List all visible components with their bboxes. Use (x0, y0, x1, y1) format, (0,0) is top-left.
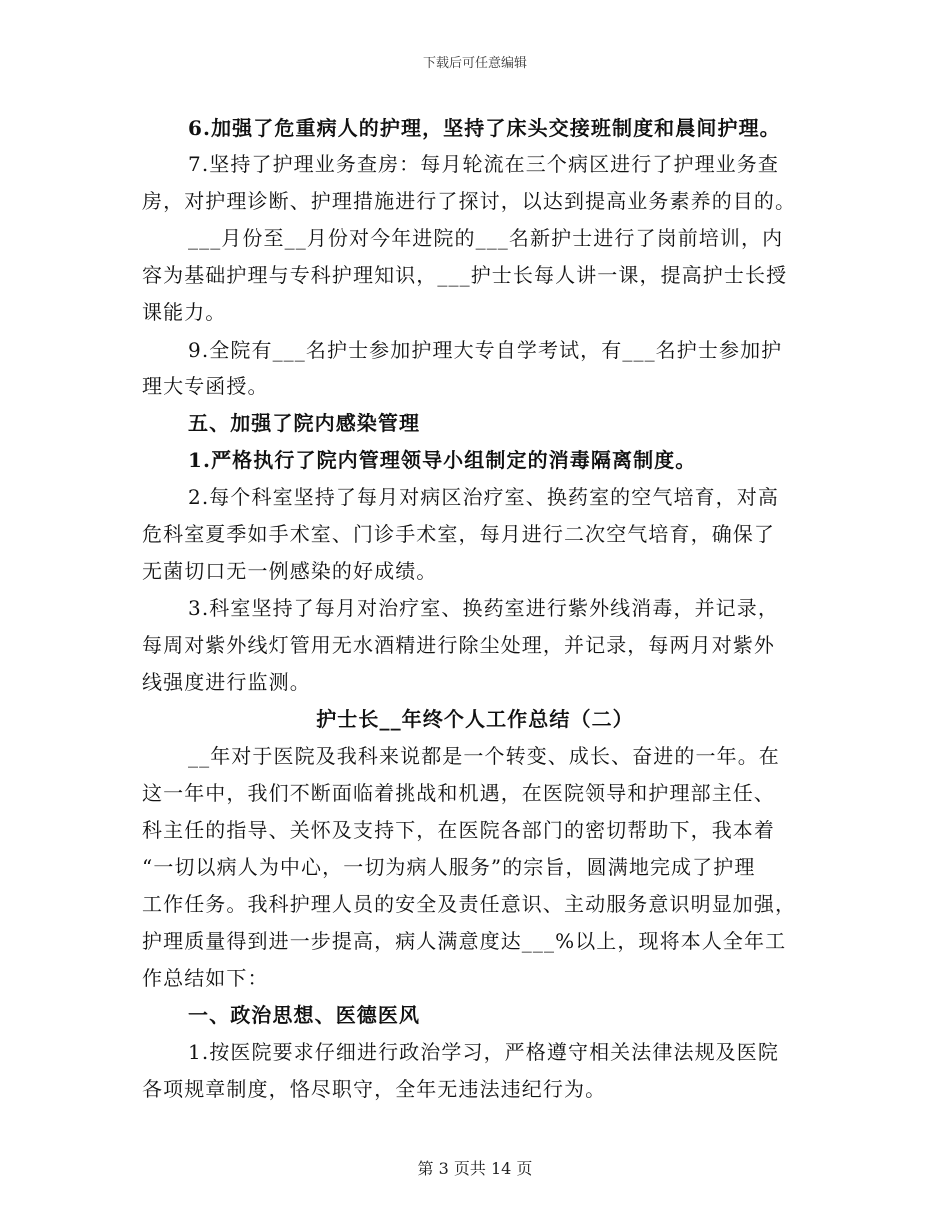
paragraph-line: 1.严格执行了院内管理领导小组制定的消毒隔离制度。 (188, 448, 697, 472)
paragraph-line: 2.每个科室坚持了每月对病区治疗室、换药室的空气培育，对高 (188, 485, 779, 509)
paragraph-line: 理大专函授。 (142, 374, 269, 398)
paragraph-line: 房，对护理诊断、护理措施进行了探讨，以达到提高业务素养的目的。 (142, 189, 797, 213)
paragraph-line: 科主任的指导、关怀及支持下，在医院各部门的密切帮助下，我本着 (142, 818, 775, 842)
paragraph-line: 无菌切口无一例感染的好成绩。 (142, 559, 438, 583)
paragraph-line: 线强度进行监测。 (142, 670, 311, 694)
paragraph-line: 3.科室坚持了每月对治疗室、换药室进行紫外线消毒，并记录， (188, 596, 779, 620)
paragraph-line: 作总结如下： (142, 966, 269, 990)
paragraph-line: 这一年中，我们不断面临着挑战和机遇，在医院领导和护理部主任、 (142, 781, 775, 805)
page-header: 下载后可任意编辑 (422, 56, 527, 71)
paragraph-line: 各项规章制度，恪尽职守，全年无违法违纪行为。 (142, 1077, 607, 1101)
paragraph-line: 9.全院有___名护士参加护理大专自学考试，有___名护士参加护 (188, 338, 783, 362)
section-heading: 五、加强了院内感染管理 (188, 411, 421, 435)
section-heading: 一、政治思想、医德医风 (188, 1003, 421, 1027)
paragraph-line: 每周对紫外线灯管用无水酒精进行除尘处理，并记录，每两月对紫外 (142, 633, 775, 657)
document-title: 护士长__年终个人工作总结（二） (316, 707, 634, 731)
paragraph-line: 容为基础护理与专科护理知识，___护士长每人讲一课，提高护士长授 (142, 263, 788, 287)
paragraph-line: 工作任务。我科护理人员的安全及责任意识、主动服务意识明显加强， (142, 892, 797, 916)
paragraph-line: 危科室夏季如手术室、门诊手术室，每月进行二次空气培育，确保了 (142, 522, 775, 546)
paragraph-line: 1.按医院要求仔细进行政治学习，严格遵守相关法律法规及医院 (188, 1040, 779, 1064)
paragraph-line: 课能力。 (142, 300, 227, 324)
paragraph-line: “一切以病人为中心，一切为病人服务”的宗旨，圆满地完成了护理 (142, 855, 756, 879)
paragraph-line: 6.加强了危重病人的护理，坚持了床头交接班制度和晨间护理。 (188, 116, 781, 140)
paragraph-line: 护理质量得到进一步提高，病人满意度达___%以上，现将本人全年工 (142, 929, 787, 953)
paragraph-line: 7.坚持了护理业务查房：每月轮流在三个病区进行了护理业务查 (188, 152, 779, 176)
page-footer: 第 3 页共 14 页 (417, 1159, 533, 1178)
paragraph-line: __年对于医院及我科来说都是一个转变、成长、奋进的一年。在 (188, 744, 780, 768)
paragraph-line: ___月份至__月份对今年进院的___名新护士进行了岗前培训，内 (188, 226, 784, 250)
